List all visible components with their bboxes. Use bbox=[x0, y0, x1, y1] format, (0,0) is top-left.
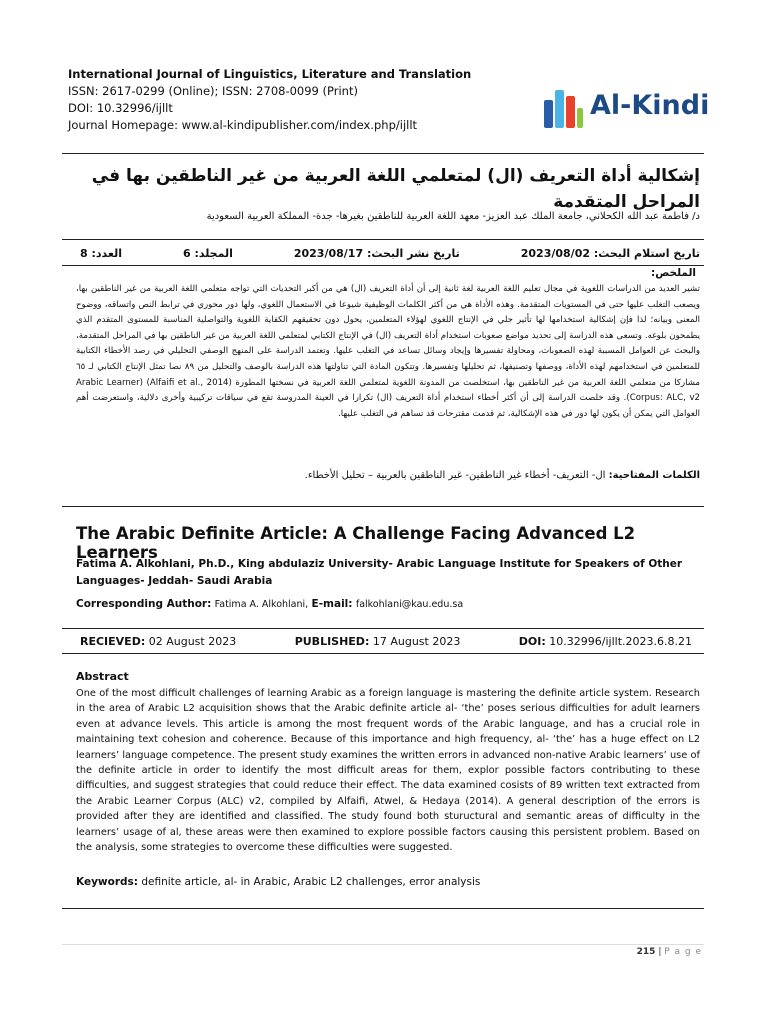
english-abstract-label: Abstract bbox=[76, 670, 129, 683]
footer-rule bbox=[62, 944, 704, 945]
english-abstract: One of the most difficult challenges of learning Arabic as a foreign language is mastering the definite article system. Research in the area of Arabic L2 acquisition shows that the Arabic definite article al- ‘the’ poses serious difficulties for adult learners even at advance levels. This article is among the most frequent words of the Arabic language, and has a crucial role in maintaining text cohesion and coherence. Because of this importance and high frequency, al- ‘the’ has a huge effect on L2 learners’ language competence. The present study examines the written errors in advanced non-native Arabic learners’ use of the definite article in order to identify the most difficult areas for them, explor possible factors contributing to these difficulties, and suggest strategies that could reduce their effect. The data examined cosists of 89 written text extracted from the Arabic Learner Corpus (ALC) v2, compiled by Alfaifi, Atwel, & Hedaya (2014). A general description of the errors is provided after they are identified and classified. The study found both stuructural and semantic areas of difficulty in the learners’ usage of al, these areas were then examined to explore possible factors causing this persistent problem. Based on the analysis, some strategies to overcome these difficulties were suggested. bbox=[76, 688, 700, 854]
arabic-meta-top-rule bbox=[62, 239, 704, 240]
arabic-author: د/ فاطمة عبد الله الكحلاني، جامعة الملك عبد العزيز- معهد اللغة العربية للناطقين بغيرها- جدة- المملكة العربية السعودية bbox=[206, 211, 700, 222]
journal-name: International Journal of Linguistics, Literature and Translation bbox=[68, 67, 472, 81]
published-value: 17 August 2023 bbox=[372, 634, 461, 648]
english-doi bbox=[519, 635, 692, 648]
doi-value[interactable]: 10.32996/ijllt.2023.6.8.21 bbox=[549, 634, 692, 648]
corresponding-author bbox=[76, 598, 706, 610]
page-sep: | bbox=[655, 947, 665, 957]
english-published bbox=[295, 635, 461, 648]
english-section-end-rule bbox=[62, 908, 704, 909]
arabic-keywords bbox=[200, 470, 700, 481]
english-author: Fatima A. Alkohlani, Ph.D., King abdulaziz University- Arabic Language Institute for Speakers of Other Languages- Jeddah- Saudi Arabia bbox=[76, 558, 683, 587]
english-title: The Arabic Definite Article: A Challenge Facing Advanced L2 Learners bbox=[76, 524, 636, 562]
journal-issn: ISSN: 2617-0299 (Online); ISSN: 2708-0099 (Print) bbox=[68, 84, 358, 98]
arabic-meta-bottom-rule bbox=[62, 265, 704, 266]
arabic-section-end-rule bbox=[62, 506, 704, 507]
english-keywords-text: definite article, al- in Arabic, Arabic L2 challenges, error analysis bbox=[141, 876, 481, 888]
english-keywords bbox=[76, 876, 700, 888]
page-label: P a g e bbox=[664, 947, 702, 957]
received-label: RECIEVED: bbox=[80, 634, 146, 648]
arabic-keywords-text: ال- التعريف- أخطاء غير الناطقين- غير الناطقين بالعربية – تحليل الأخطاء. bbox=[304, 470, 606, 481]
arabic-meta-row bbox=[80, 243, 700, 263]
journal-doi: DOI: 10.32996/ijllt bbox=[68, 101, 173, 115]
english-meta-bottom-rule bbox=[62, 653, 704, 654]
email-link[interactable]: falkohlani@kau.edu.sa bbox=[355, 599, 464, 610]
english-keywords-label: Keywords: bbox=[76, 876, 138, 888]
corr-name: Fatima A. Alkohlani, bbox=[214, 599, 309, 610]
published-label: PUBLISHED: bbox=[294, 634, 370, 648]
english-meta-top-rule bbox=[62, 628, 704, 629]
al-kindi-logo bbox=[542, 84, 712, 134]
corr-label: Corresponding Author: bbox=[76, 598, 212, 610]
doi-label: DOI: bbox=[518, 634, 546, 648]
arabic-abstract: تشير العديد من الدراسات اللغوية في مجال تعليم اللغة العربية لغة ثانية إلى أن أداة التعريف (ال) هي من أكبر التحديات التي تواجه متعلمي اللغة العربية من غير الناطقين بها، ويصعب التغلب عليها حتى في المستويات المتقدمة. وهذه الأداة هي من أكثر الكلمات الوظيفية شيوعا في الاستعمال اللغوي، ولها دور محوري في ترابط النص واتساقه، ووضوح المعنى وبيانه؛ لذا فإن إشكالية استخدامها لها تأثير جلي في الإنتاج اللغوي لهؤلاء المتعلمين، يحول دون تحقيقهم الكفاية اللغوية والتواصلية المناسبة للمستوى المتقدم الذي يطمحون بلوغه. وتسعى هذه الدراسة إلى تحديد مواضع صعوبات استخدام أداة التعريف (ال) في الإنتاج الكتابي لمتعلمي اللغة العربية من غير الناطقين بها في المراحل المتقدمة، والبحث عن العوامل المسببة لهذه الصعوبات، ومحاولة تفسيرها وإيجاد وسائل تساعد في التغلب عليها. وتعتمد الدراسة على المنهج الوصفي التحليلي في رصد الأخطاء الكتابية للمتعلمين في استخدامهم لهذه الأداة، ووصفها وتصنيفها، ثم تحليلها وتفسيرها. وتتكون المادة التي تناولتها هذه الدراسة بالوصف والتحليل من ٨٩ نصا تمثل الإنتاج الكتابي لـ ٦٥ مشاركا من متعلمي اللغة العربية من غير الناطقين بها، استخلصت من المدونة اللغوية لمتعلمي اللغة العربية في نسختها المطورة (Alfaifi et al., 2014) (Arabic Learner Corpus: ALC, v2). وقد خلصت الدراسة إلى أن أكثر أخطاء استخدام أداة التعريف (ال) تكرارا في العينة المدروسة تقع في سياقات تركيبية وأخرى دلالية، واستعرضت أهم العوامل التي يمكن أن يكون لها دور في هذه الإشكالية، ثم قدمت مقترحات قد تساهم في التغلب عليها. bbox=[76, 284, 700, 419]
arabic-abstract-label: الملخص: bbox=[651, 267, 696, 279]
page-number: 215 bbox=[636, 947, 656, 957]
arabic-received: تاريخ استلام البحث: 2023/08/02 bbox=[520, 246, 700, 260]
email-label: E-mail: bbox=[311, 598, 353, 610]
arabic-keywords-label: الكلمات المفتاحية: bbox=[608, 470, 700, 481]
al-kindi-logo-icon bbox=[542, 86, 584, 132]
received-value: 02 August 2023 bbox=[148, 634, 237, 648]
english-meta-row bbox=[80, 632, 692, 650]
arabic-volume: المجلد: 6 bbox=[182, 246, 233, 260]
english-received bbox=[80, 635, 236, 648]
arabic-issue: العدد: 8 bbox=[80, 246, 122, 260]
journal-header bbox=[68, 66, 488, 134]
arabic-title: إشكالية أداة التعريف (ال) لمتعلمي اللغة العربية من غير الناطقين بها في المراحل المتقدمة bbox=[91, 166, 700, 212]
page-footer bbox=[637, 947, 702, 957]
logo-text: Al-Kindi bbox=[590, 90, 710, 121]
arabic-published: تاريخ نشر البحث: 2023/08/17 bbox=[293, 246, 460, 260]
journal-homepage[interactable]: Journal Homepage: www.al-kindipublisher.com/index.php/ijllt bbox=[68, 118, 418, 132]
header-divider bbox=[62, 153, 704, 154]
